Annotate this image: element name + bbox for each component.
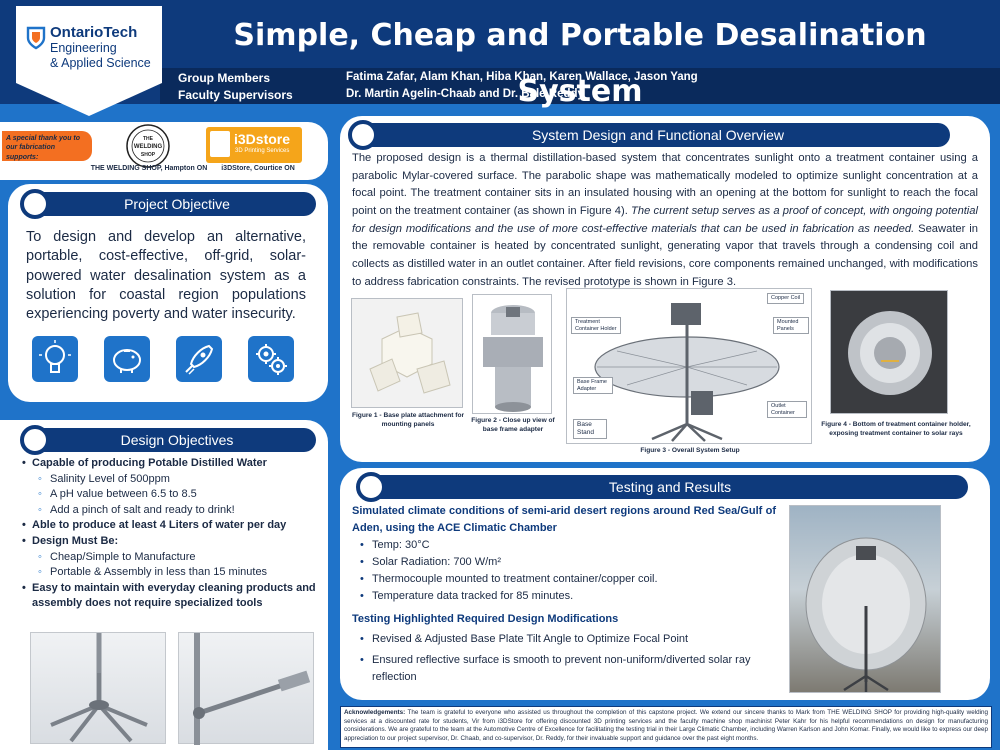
objective-item: • Capable of producing Potable Distilled Water [22,456,322,472]
faculty-supervisors-value: Dr. Martin Agelin-Chaab and Dr. Bale Reddy [346,88,584,100]
logo-faculty-line2: & Applied Science [50,56,151,70]
design-objectives-title: Design Objectives [38,428,316,452]
figure2-adapter-render [472,294,552,414]
i3dstore-tagline: 3D Printing Services [235,148,290,154]
i3dstore-logo [206,127,302,163]
section-marker-circle [356,472,386,502]
system-design-text [352,150,978,292]
objective-subitem: ◦ A pH value between 6.5 to 8.5 [22,487,322,503]
i3dstore-name: i3Dstore [234,131,291,147]
lightbulb-icon [32,336,78,382]
project-objective-title: Project Objective [38,192,316,216]
welding-shop-logo [126,124,170,168]
system-text-italic: The current setup serves as a proof of concept, with ongoing potential for design modifications and the use of more cost-effective materials that can be used in fabrication as needed. [352,205,978,235]
objective-item: • Able to produce at least 4 Liters of water per day [22,518,322,534]
objective-subitem: ◦ Salinity Level of 500ppm [22,472,322,488]
testing-modifications-list [352,631,776,686]
objective-subitem: ◦ Add a pinch of salt and ready to drink! [22,503,322,519]
figure4-container-bottom-photo [830,290,948,414]
diagram-label-copper-coil: Copper Coil [767,293,804,304]
testing-title: Testing and Results [372,475,968,499]
objective-item: • Design Must Be: [22,534,322,550]
system-text-part1: The proposed design is a thermal distillation-based system that concentrates sunlight onto a treatment container using a parabolic Mylar-covered surface. The parabolic shape was mathematically modeled to optimize sunlight concentration at a focal point. The treatment container sits in an insulated housing with an opening at the bottom for sunlight to reach the focal point on the treatment container (as shown in Figure 4). [352,152,978,218]
objective-subitem: ◦ Cheap/Simple to Manufacture [22,550,322,566]
welding-shop-caption: THE WELDING SHOP, Hampton ON [90,165,208,172]
ontario-tech-shield-icon [26,26,46,50]
testing-conditions-list [352,537,776,605]
sponsor-thanks-tag: A special thank you to our fabrication supports: [2,131,92,161]
piggy-bank-icon [104,336,150,382]
group-members-label: Group Members [178,71,271,85]
rocket-icon [176,336,222,382]
logo-brand: OntarioTech [50,24,138,41]
diagram-label-stand: Base Stand [573,419,607,439]
faculty-supervisors-label: Faculty Supervisors [178,88,293,102]
group-members-value: Fatima Zafar, Alam Khan, Hiba Khan, Karen Wallace, Jason Yang [346,71,698,83]
figure1-caption: Figure 1 - Base plate attachment for mounting panels [351,412,465,428]
diagram-label-adapter: Base Frame Adapter [573,377,613,394]
system-design-title: System Design and Functional Overview [366,123,950,147]
figure1-base-plate-photo [351,298,463,408]
testing-condition-item: • Temperature data tracked for 85 minutes. [354,588,776,605]
testing-condition-item: • Thermocouple mounted to treatment container/copper coil. [354,571,776,588]
i3dstore-caption: i3DStore, Courtice ON [221,165,295,172]
objective-item: • Easy to maintain with everyday cleaning products and assembly does not require specialized tools [22,581,322,612]
welding-logo-line1: THE [143,136,153,142]
section-marker-circle [348,120,378,150]
cad-adapter-closeup-image [178,632,314,744]
welding-logo-line2: WELDING [133,144,163,150]
poster-title: Simple, Cheap and Portable Desalination System [233,18,927,109]
acknowledgements-box [340,706,992,748]
section-marker-circle [20,189,50,219]
testing-modification-item: • Revised & Adjusted Base Plate Tilt Angle to Optimize Focal Point [354,631,776,648]
i3d-cube-icon [210,131,230,157]
figure3-caption: Figure 3 - Overall System Setup [640,447,740,454]
testing-modification-item: • Ensured reflective surface is smooth to prevent non-uniform/diverted solar ray reflection [354,652,776,686]
figure4-caption: Figure 4 - Bottom of treatment container holder, exposing treatment container to solar rays [821,421,971,437]
project-objective-text: To design and develop an alternative, portable, cost-effective, off-grid, solar-powered water desalination system as a solution for coastal region populations experiencing poverty and water insecurity. [26,229,306,323]
testing-condition-item: • Temp: 30°C [354,537,776,554]
prototype-outdoor-photo [789,505,941,693]
system-text-part2: Seawater in the removable container is heated by concentrated sunlight, generating vapor that travels through a condensing coil and collects as distilled water in an outlet container. After field revisions, core components remained unchanged, with modifications to address fabrication constraints. The revised prototype is shown in Figure 3. [352,222,979,288]
diagram-label-outlet: Outlet Container [767,401,807,418]
testing-heading-conditions: Simulated climate conditions of semi-arid desert regions around Red Sea/Gulf of Aden, using the ACE Climatic Chamber [352,505,776,535]
diagram-label-holder: Treatment Container Holder [571,317,621,334]
logo-faculty-line1: Engineering [50,41,117,55]
diagram-label-panels: Mounted Panels [773,317,809,334]
objective-subitem: ◦ Portable & Assembly in less than 15 minutes [22,565,322,581]
acknowledgements-label: Acknowledgements: [344,709,406,716]
gears-icon [248,336,294,382]
testing-text [352,503,776,690]
figure2-caption: Figure 2 - Close up view of base frame adapter [471,417,555,433]
welding-logo-line3: SHOP [140,152,156,158]
acknowledgements-text: The team is grateful to everyone who assisted us throughout the completion of this capstone project. We extend our sincere thanks to Mark from THE WELDING SHOP for providing high-quality welding services at a discounted rate for students, Vir from i3DStore for offering discounted 3D printing services and the faculty machine shop machinist Peter Kahr for his helpful recommendations on design for manufacturing considerations. We are grateful to the team at the Automotive Centre of Excellence for facilitating the testing trial in their Large Climatic Chamber, including Warren Karlson and John Komar. Finally, we would like to express our deep appreciation to our project supervisor, Dr. Chaab, and co-supervisor, Dr. Reddy, for their invaluable support and guidance over the past eight months. [344,709,988,743]
section-marker-circle [20,425,50,455]
figure3-system-diagram [566,288,812,444]
cad-base-stand-image [30,632,166,744]
testing-condition-item: • Solar Radiation: 700 W/m² [354,554,776,571]
design-objectives-list [22,456,322,612]
testing-heading-modifications: Testing Highlighted Required Design Modifications [352,613,619,626]
